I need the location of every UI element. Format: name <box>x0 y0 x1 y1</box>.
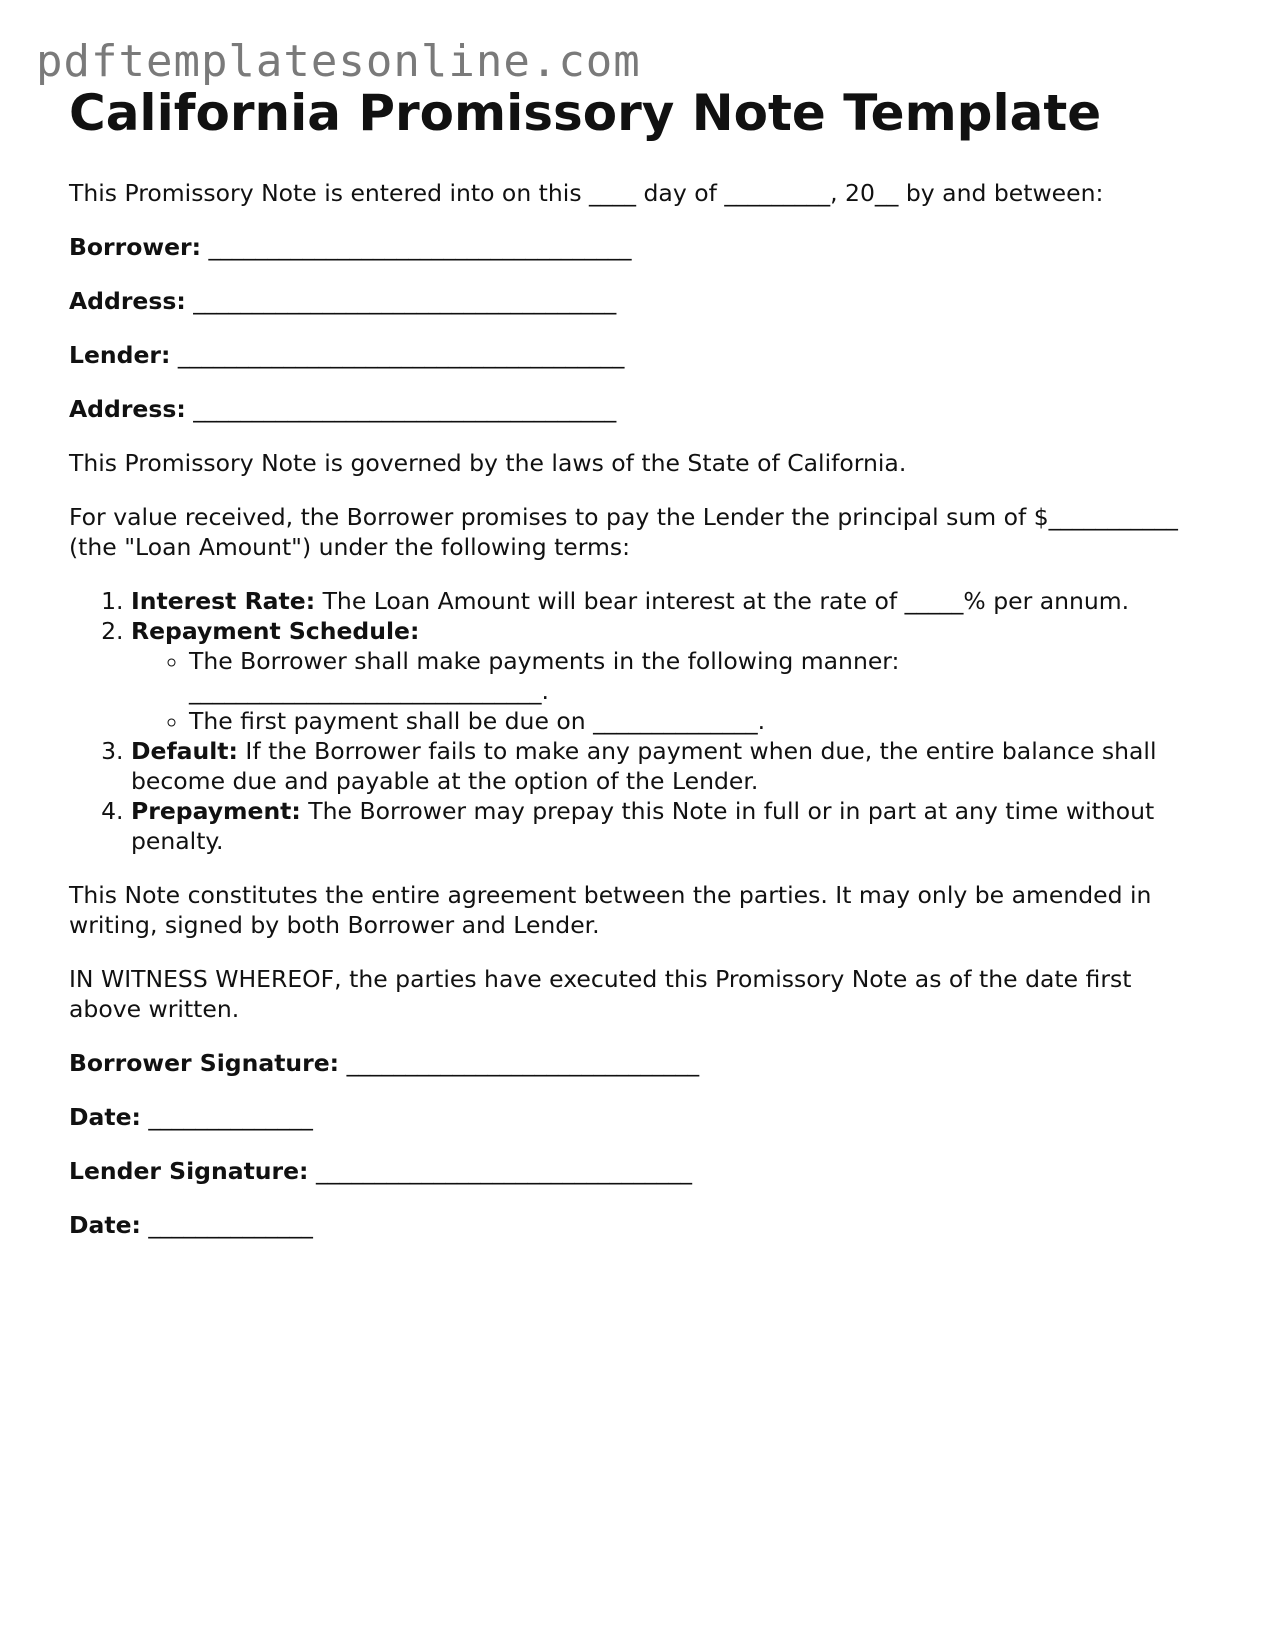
term-repayment-label: Repayment Schedule: <box>131 617 420 645</box>
term-interest-label: Interest Rate: <box>131 587 316 615</box>
witness-paragraph: IN WITNESS WHEREOF, the parties have executed this Promissory Note as of the date first above written. <box>69 965 1132 1023</box>
term-repayment-schedule <box>131 616 1209 736</box>
term-interest-rate <box>131 586 1209 616</box>
entire-agreement-paragraph: This Note constitutes the entire agreement between the parties. It may only be amended in writing, signed by both Borrower and Lender. <box>69 881 1152 939</box>
repayment-sublist <box>131 646 1209 736</box>
term-prepayment-text: The Borrower may prepay this Note in full or in part at any time without penalty. <box>131 797 1155 855</box>
term-prepayment <box>131 796 1209 856</box>
lender-date-label: Date: <box>69 1211 141 1239</box>
term-default <box>131 736 1209 796</box>
borrower-date-field[interactable] <box>69 1102 1209 1132</box>
borrower-signature-field[interactable] <box>69 1048 1209 1078</box>
lender-address-blank[interactable]: ____________________________________ <box>193 395 617 423</box>
term-default-label: Default: <box>131 737 238 765</box>
lender-field[interactable] <box>69 340 1209 370</box>
borrower-label: Borrower: <box>69 233 202 261</box>
borrower-address-label: Address: <box>69 287 186 315</box>
lender-signature-blank[interactable]: ________________________________ <box>315 1157 692 1185</box>
lender-address-label: Address: <box>69 395 186 423</box>
lender-signature-label: Lender Signature: <box>69 1157 309 1185</box>
first-payment-due: ◦ The first payment shall be due on ______________. <box>189 706 1209 736</box>
lender-date-field[interactable] <box>69 1210 1209 1240</box>
term-prepayment-label: Prepayment: <box>131 797 301 825</box>
borrower-date-blank[interactable]: ______________ <box>148 1103 313 1131</box>
borrower-date-label: Date: <box>69 1103 141 1131</box>
terms-list <box>69 586 1209 856</box>
repayment-manner: ◦ The Borrower shall make payments in the following manner: ______________________________. <box>189 646 1209 706</box>
lender-address-field[interactable] <box>69 394 1209 424</box>
watermark: pdftemplatesonline.com <box>36 36 641 87</box>
lender-date-blank[interactable]: ______________ <box>148 1211 313 1239</box>
lender-signature-field[interactable] <box>69 1156 1209 1186</box>
lender-label: Lender: <box>69 341 171 369</box>
borrower-signature-label: Borrower Signature: <box>69 1049 340 1077</box>
borrower-signature-blank[interactable]: ______________________________ <box>346 1049 700 1077</box>
term-default-text: If the Borrower fails to make any payment when due, the entire balance shall become due and payable at the option of the Lender. <box>131 737 1157 795</box>
borrower-blank[interactable]: ____________________________________ <box>208 233 632 261</box>
term-interest-text: The Loan Amount will bear interest at the rate of _____% per annum. <box>315 587 1130 615</box>
page-title: California Promissory Note Template <box>69 84 1102 142</box>
borrower-address-field[interactable] <box>69 286 1209 316</box>
intro-paragraph: This Promissory Note is entered into on this ____ day of _________, 20__ by and between: <box>69 179 1104 207</box>
principal-paragraph: For value received, the Borrower promises to pay the Lender the principal sum of $___________ (the "Loan Amount") under the following terms: <box>69 503 1178 561</box>
borrower-address-blank[interactable]: ____________________________________ <box>193 287 617 315</box>
governing-law-paragraph: This Promissory Note is governed by the laws of the State of California. <box>69 449 907 477</box>
lender-blank[interactable]: ______________________________________ <box>177 341 625 369</box>
document-body <box>69 178 1209 1264</box>
borrower-field[interactable] <box>69 232 1209 262</box>
